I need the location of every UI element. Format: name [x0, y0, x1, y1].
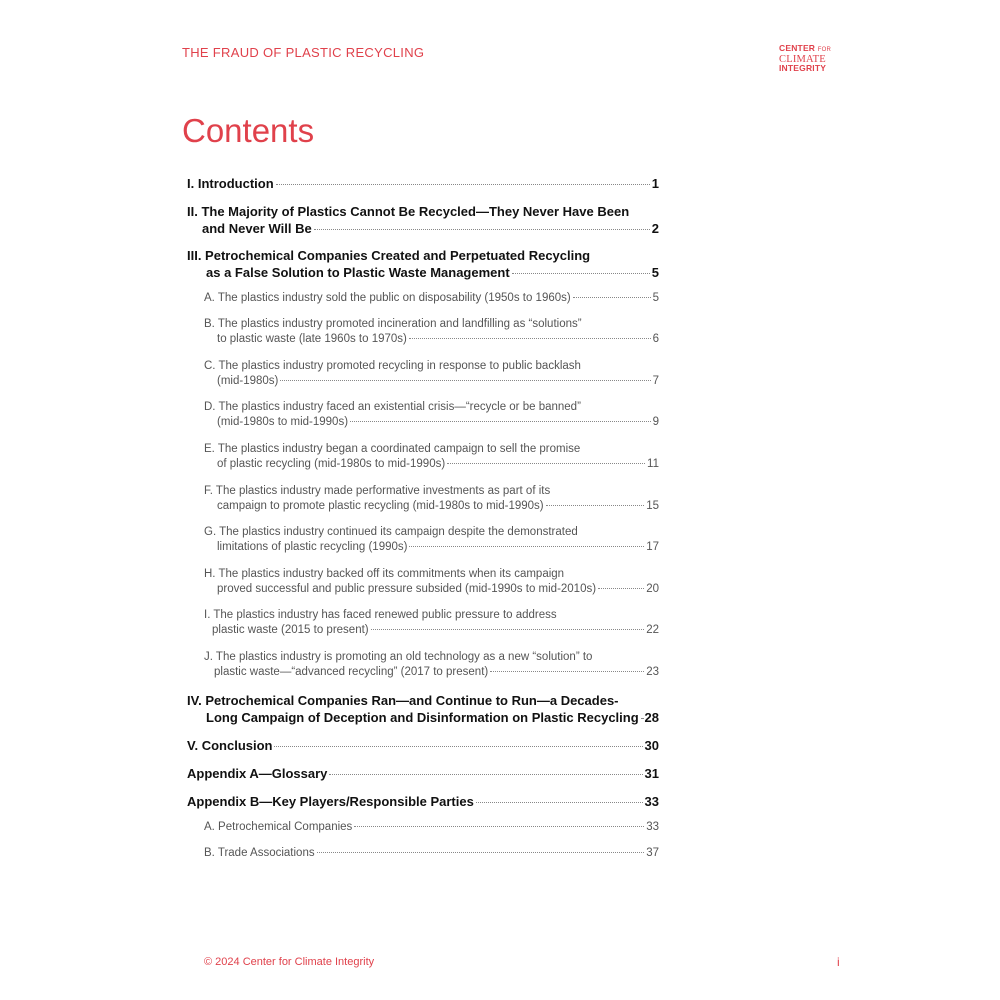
toc-entry-conclusion[interactable] [187, 737, 659, 754]
toc-entry-deception-campaign[interactable] [187, 692, 659, 726]
toc-leader [274, 746, 642, 747]
toc-page-number: 5 [652, 292, 659, 304]
toc-entry-promoted-recycling-backlash[interactable] [187, 359, 676, 389]
toc-leader [546, 505, 645, 506]
toc-entry-label: II. The Majority of Plastics Cannot Be Recycled—They Never Have Been [187, 204, 630, 219]
toc-leader [409, 546, 644, 547]
toc-page-number: 20 [646, 583, 659, 595]
toc-page-number: 7 [652, 375, 659, 387]
toc-entry-introduction[interactable] [187, 175, 659, 192]
center-for-climate-integrity-logo [779, 44, 831, 73]
toc-leader [598, 588, 644, 589]
toc-leader [314, 229, 650, 230]
toc-entry-label: E. The plastics industry began a coordinated campaign to sell the promise [204, 443, 581, 455]
logo-line-climate: CLIMATE [779, 54, 826, 65]
toc-leader [447, 463, 645, 464]
footer-page-number: i [837, 955, 840, 969]
toc-entry-existential-crisis[interactable] [187, 400, 676, 430]
toc-entry-majority-cannot-be-recycled[interactable] [187, 203, 659, 237]
toc-entry-label: B. The plastics industry promoted incineration and landfilling as “solutions” [204, 318, 582, 330]
toc-entry-label-cont: plastic waste—“advanced recycling” (2017 to present) [214, 666, 489, 678]
logo-line-integrity: INTEGRITY [779, 63, 827, 73]
toc-entry-label-cont: of plastic recycling (mid-1980s to mid-1990s) [217, 458, 446, 470]
toc-leader [317, 852, 645, 853]
toc-leader [329, 774, 642, 775]
toc-page-number: 22 [646, 624, 659, 636]
toc-entry-label: D. The plastics industry faced an existential crisis—“recycle or be banned” [204, 401, 581, 413]
toc-entry-advanced-recycling[interactable] [187, 650, 676, 680]
toc-page-number: 30 [644, 738, 659, 753]
toc-entry-label: Appendix B—Key Players/Responsible Parties [187, 794, 474, 809]
toc-entry-sold-disposability[interactable] [187, 291, 676, 306]
toc-entry-label: A. Petrochemical Companies [204, 821, 353, 833]
toc-page-number: 15 [646, 500, 659, 512]
toc-entry-label: G. The plastics industry continued its campaign despite the demonstrated [204, 526, 578, 538]
toc-entry-label: F. The plastics industry made performative investments as part of its [204, 485, 551, 497]
toc-page-number: 6 [652, 333, 659, 345]
toc-leader [512, 273, 650, 274]
toc-leader [371, 629, 645, 630]
toc-entry-label-cont: (mid-1980s) [217, 375, 279, 387]
footer-copyright: © 2024 Center for Climate Integrity [204, 956, 375, 968]
toc-entry-label-cont: as a False Solution to Plastic Waste Management [206, 265, 510, 280]
toc-leader [409, 338, 651, 339]
toc-entry-trade-associations[interactable] [187, 846, 676, 861]
logo-line-for: FOR [817, 47, 831, 53]
toc-entry-petrochemical-created-recycling[interactable] [187, 247, 659, 281]
toc-entry-label: A. The plastics industry sold the public on disposability (1950s to 1960s) [204, 292, 571, 304]
toc-page-number: 11 [647, 458, 659, 470]
toc-page-number: 28 [644, 710, 659, 725]
toc-page-number: 9 [652, 416, 659, 428]
toc-entry-incineration-landfilling[interactable] [187, 317, 676, 347]
toc-page-number: 31 [644, 766, 659, 781]
toc-entry-label-cont: Long Campaign of Deception and Disinformation on Plastic Recycling [206, 710, 639, 725]
toc-entry-continued-campaign[interactable] [187, 525, 676, 555]
toc-entry-label-cont: (mid-1980s to mid-1990s) [217, 416, 349, 428]
toc-entry-label-cont: plastic waste (2015 to present) [212, 624, 369, 636]
toc-entry-label-cont: to plastic waste (late 1960s to 1970s) [217, 333, 407, 345]
toc-page-number: 33 [646, 821, 659, 833]
toc-entry-label: B. Trade Associations [204, 847, 315, 859]
toc-entry-label: C. The plastics industry promoted recycling in response to public backlash [204, 360, 581, 372]
toc-page-number: 37 [646, 847, 659, 859]
toc-entry-label: Appendix A—Glossary [187, 766, 328, 781]
toc-leader [573, 297, 651, 298]
toc-leader [280, 380, 650, 381]
logo-line-center: CENTER [779, 43, 816, 53]
toc-entry-performative-investments[interactable] [187, 484, 676, 514]
document-header-title: THE FRAUD OF PLASTIC RECYCLING [182, 45, 425, 60]
toc-entry-label: J. The plastics industry is promoting an old technology as a new “solution” to [204, 651, 593, 663]
toc-page-number: 17 [646, 541, 659, 553]
toc-entry-label: V. Conclusion [187, 738, 273, 753]
toc-entry-coordinated-campaign[interactable] [187, 442, 676, 472]
toc-page-number: 5 [651, 265, 659, 280]
toc-leader [476, 802, 643, 803]
toc-entry-label-cont: proved successful and public pressure subsided (mid-1990s to mid-2010s) [217, 583, 597, 595]
toc-entry-petrochemical-companies[interactable] [187, 820, 676, 835]
toc-leader [276, 184, 650, 185]
toc-leader [490, 671, 644, 672]
toc-entry-label: III. Petrochemical Companies Created and Perpetuated Recycling [187, 248, 591, 263]
toc-leader [354, 826, 644, 827]
toc-page-number: 2 [651, 221, 659, 236]
toc-entry-label: I. The plastics industry has faced renewed public pressure to address [204, 609, 557, 621]
toc-entry-appendix-a-glossary[interactable] [187, 765, 659, 782]
toc-entry-label-cont: limitations of plastic recycling (1990s) [217, 541, 408, 553]
toc-entry-label: H. The plastics industry backed off its commitments when its campaign [204, 568, 565, 580]
page-title: Contents [182, 112, 315, 149]
toc-entry-label-cont: campaign to promote plastic recycling (mid-1980s to mid-1990s) [217, 500, 544, 512]
toc-entry-appendix-b-key-players[interactable] [187, 793, 659, 810]
toc-page-number: 1 [651, 176, 659, 191]
toc-entry-backed-off-commitments[interactable] [187, 567, 676, 597]
toc-page-number: 23 [646, 666, 659, 678]
toc-entry-label: I. Introduction [187, 176, 274, 191]
toc-entry-label-cont: and Never Will Be [202, 221, 312, 236]
toc-entry-label: IV. Petrochemical Companies Ran—and Continue to Run—a Decades- [187, 693, 619, 708]
toc-entry-renewed-pressure[interactable] [187, 608, 676, 638]
toc-page-number: 33 [644, 794, 659, 809]
toc-leader [641, 718, 643, 719]
toc-leader [350, 421, 651, 422]
